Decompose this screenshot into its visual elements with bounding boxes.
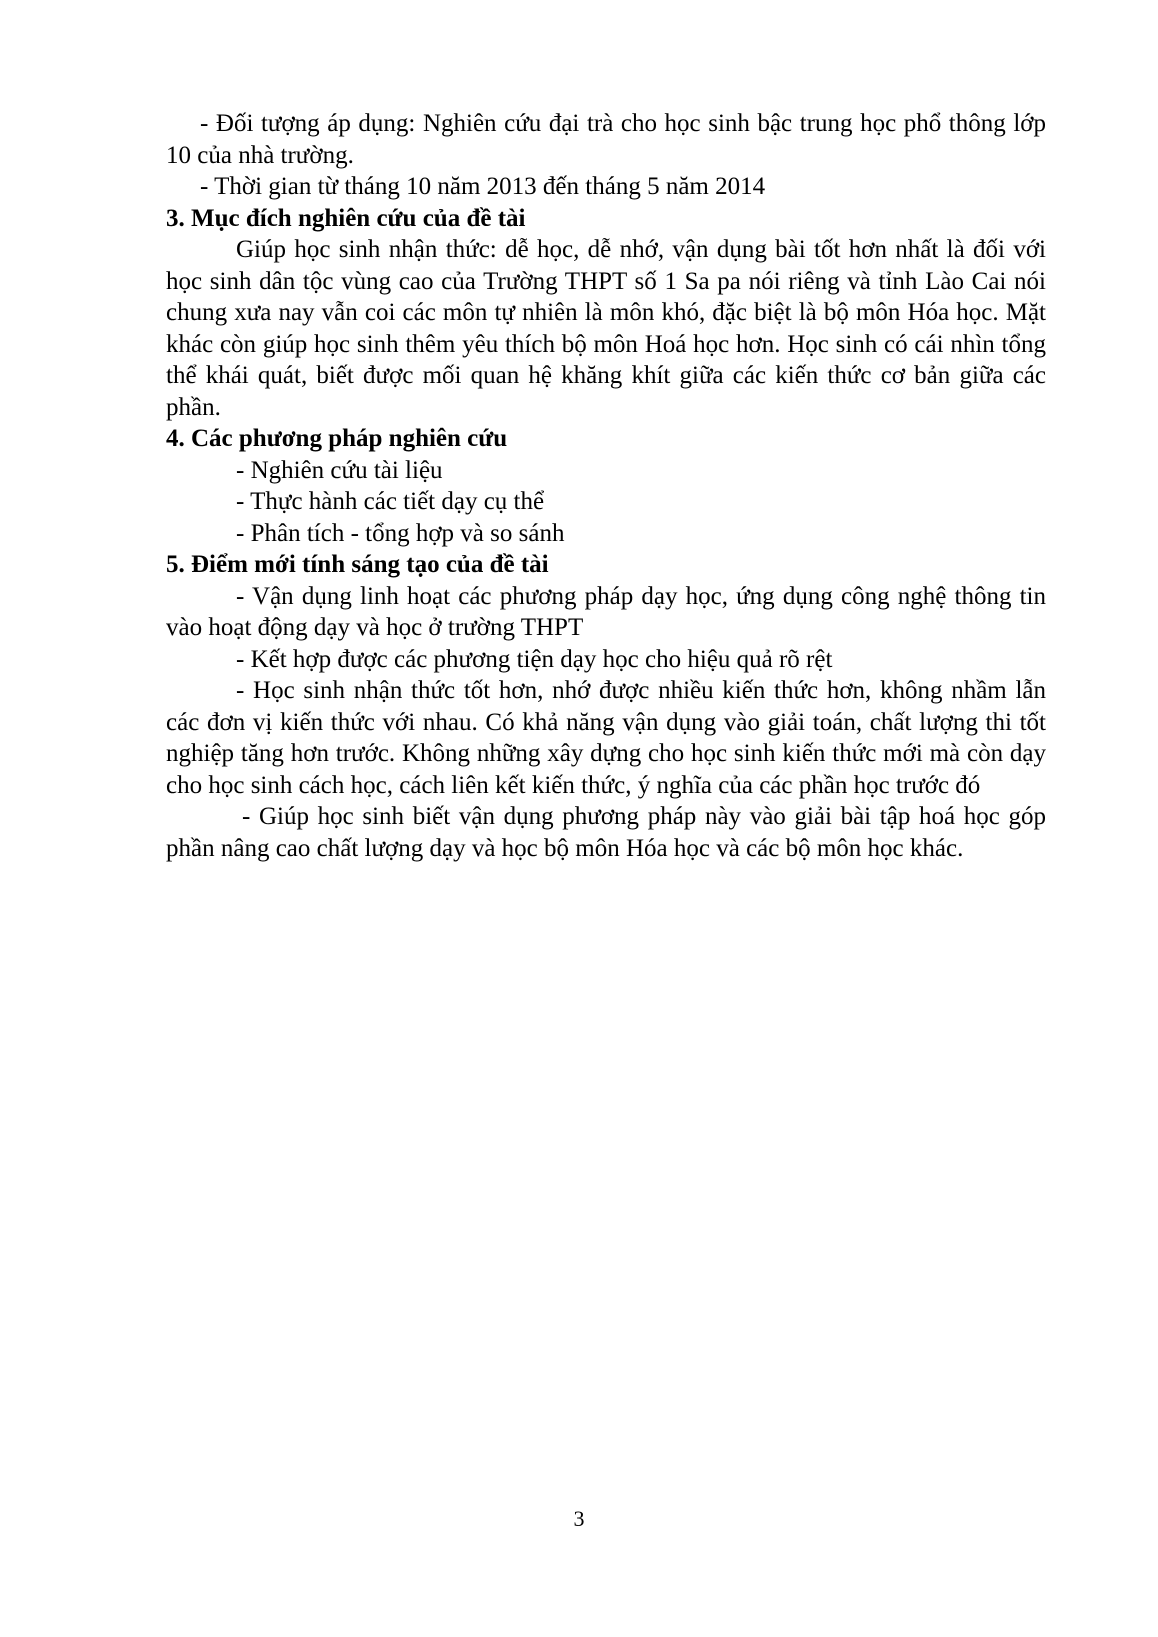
section-4-heading: 4. Các phương pháp nghiên cứu <box>166 425 508 452</box>
section-5-item-2: - Kết hợp được các phương tiện dạy học cho hiệu quả rõ rệt <box>236 645 833 673</box>
section-3-body: Giúp học sinh nhận thức: dễ học, dễ nhớ, vận dụng bài tốt hơn nhất là đối với học sinh dân tộc vùng cao của Trường THPT số 1 Sa pa nói riêng và tỉnh Lào Cai nói chung xưa nay vẫn coi các môn tự nhiên là môn khó, đặc biệt là bộ môn Hóa học. Mặt khác còn giúp học sinh thêm yêu thích bộ môn Hoá học hơn. Học sinh có cái nhìn tổng thể khái quát, biết được mối quan hệ khăng khít giữa các kiến thức cơ bản giữa các phần. <box>166 236 1046 421</box>
section-5-heading: 5. Điểm mới tính sáng tạo của đề tài <box>166 551 549 578</box>
section-5-item-1: - Vận dụng linh hoạt các phương pháp dạy học, ứng dụng công nghệ thông tin vào hoạt động dạy và học ở trường THPT <box>166 582 1046 641</box>
paragraph-doi-tuong: - Đối tượng áp dụng: Nghiên cứu đại trà cho học sinh bậc trung học phổ thông lớp 10 của nhà trường. <box>166 110 1046 169</box>
section-4-item-1: - Nghiên cứu tài liệu <box>236 456 443 484</box>
section-3-heading: 3. Mục đích nghiên cứu của đề tài <box>166 204 526 232</box>
section-4-item-2: - Thực hành các tiết dạy cụ thể <box>236 488 545 515</box>
page-content <box>166 108 1046 864</box>
section-5-item-4: - Giúp học sinh biết vận dụng phương pháp này vào giải bài tập hoá học góp phần nâng cao chất lượng dạy và học bộ môn Hóa học và các bộ môn học khác. <box>166 803 1046 862</box>
paragraph-thoi-gian: - Thời gian từ tháng 10 năm 2013 đến tháng 5 năm 2014 <box>200 173 766 200</box>
page-number: 3 <box>573 1506 585 1531</box>
section-5-item-3: - Học sinh nhận thức tốt hơn, nhớ được nhiều kiến thức hơn, không nhầm lẫn các đơn vị kiến thức với nhau. Có khả năng vận dụng vào giải toán, chất lượng thi tốt nghiệp tăng hơn trước. Không những xây dựng cho học sinh kiến thức mới mà còn dạy cho học sinh cách học, cách liên kết kiến thức, ý nghĩa của các phần học trước đó <box>166 677 1046 799</box>
section-4-item-3: - Phân tích - tổng hợp và so sánh <box>236 519 565 547</box>
